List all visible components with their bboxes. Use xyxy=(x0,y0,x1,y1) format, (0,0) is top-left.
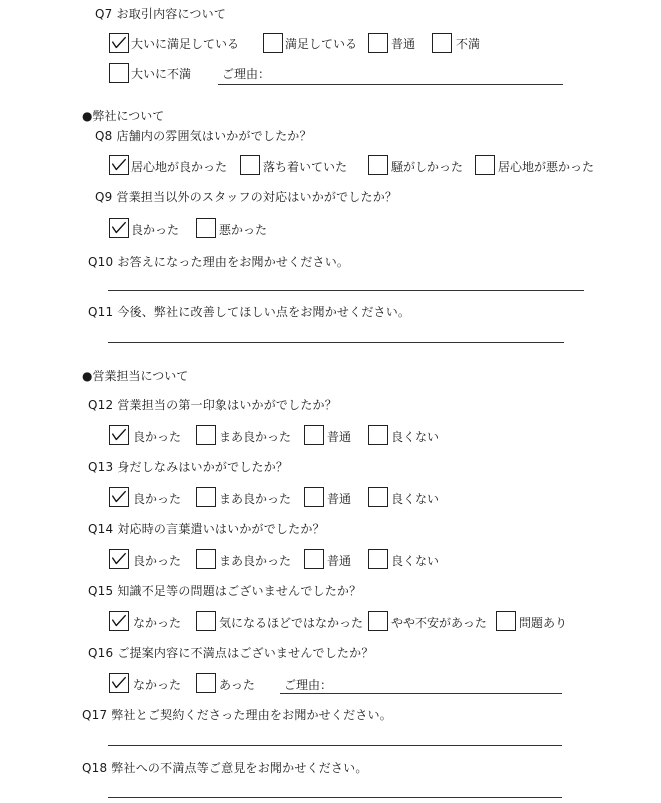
q13-checkbox-2[interactable] xyxy=(196,487,216,507)
q15-checkbox-1[interactable] xyxy=(109,611,129,631)
q7-checkbox-2[interactable] xyxy=(263,33,283,53)
q13-label: Q13 身だしなみはいかがでしたか？ xyxy=(88,460,289,474)
q15-checkbox-2[interactable] xyxy=(196,611,216,631)
check-mark-icon xyxy=(110,219,128,237)
q7-option-3: 普通 xyxy=(391,37,416,51)
check-mark-icon xyxy=(110,550,128,568)
q8-checkbox-4[interactable] xyxy=(475,155,495,175)
q7-option-2: 満足している xyxy=(285,37,358,51)
q7-option-5: 大いに不満 xyxy=(131,67,192,81)
q17-answer-line[interactable] xyxy=(108,745,562,746)
q13-checkbox-4[interactable] xyxy=(368,487,388,507)
check-mark-icon xyxy=(110,612,128,630)
q15-option-1: なかった xyxy=(133,616,182,630)
check-mark-icon xyxy=(110,156,128,174)
q8-option-1: 居心地が良かった xyxy=(131,160,228,174)
q9-checkbox-1[interactable] xyxy=(109,218,129,238)
q8-option-3: 騒がしかった xyxy=(391,160,464,174)
q16-checkbox-1[interactable] xyxy=(109,673,129,693)
q16-reason-label: ご理由： xyxy=(284,678,333,692)
q13-option-4: 良くない xyxy=(391,492,440,506)
q12-option-3: 普通 xyxy=(327,430,352,444)
q14-label: Q14 対応時の言葉遣いはいかがでしたか？ xyxy=(88,522,325,536)
q11-answer-line[interactable] xyxy=(108,342,564,343)
q7-option-4: 不満 xyxy=(456,37,481,51)
q12-checkbox-4[interactable] xyxy=(368,425,388,445)
q14-checkbox-2[interactable] xyxy=(196,549,216,569)
section-sales-title: ●営業担当について xyxy=(82,369,189,383)
q14-checkbox-3[interactable] xyxy=(304,549,324,569)
q17-label: Q17 弊社とご契約くださった理由をお聞かせください。 xyxy=(82,708,392,722)
q8-option-2: 落ち着いていた xyxy=(263,160,348,174)
q15-option-2: 気になるほどではなかった xyxy=(219,616,364,630)
check-mark-icon xyxy=(110,426,128,444)
q12-checkbox-2[interactable] xyxy=(196,425,216,445)
q7-checkbox-1[interactable] xyxy=(109,33,129,53)
q14-option-2: まあ良かった xyxy=(219,554,292,568)
q13-option-2: まあ良かった xyxy=(219,492,292,506)
q8-checkbox-3[interactable] xyxy=(368,155,388,175)
q16-label: Q16 ご提案内容に不満点はございませんでしたか？ xyxy=(88,646,374,660)
q10-label: Q10 お答えになった理由をお聞かせください。 xyxy=(88,255,350,269)
check-mark-icon xyxy=(110,488,128,506)
q11-label: Q11 今後、弊社に改善してほしい点をお聞かせください。 xyxy=(88,305,411,319)
q14-option-3: 普通 xyxy=(327,554,352,568)
q18-answer-line[interactable] xyxy=(108,797,562,798)
q7-option-1: 大いに満足している xyxy=(131,37,240,51)
q12-option-4: 良くない xyxy=(391,430,440,444)
q13-checkbox-1[interactable] xyxy=(109,487,129,507)
q15-checkbox-3[interactable] xyxy=(368,611,388,631)
q9-checkbox-2[interactable] xyxy=(196,218,216,238)
q13-option-1: 良かった xyxy=(133,492,182,506)
section-company-title: ●弊社について xyxy=(82,109,165,123)
q10-answer-line[interactable] xyxy=(108,290,584,291)
q14-option-4: 良くない xyxy=(391,554,440,568)
q16-checkbox-2[interactable] xyxy=(196,673,216,693)
q7-checkbox-4[interactable] xyxy=(432,33,452,53)
q15-option-3: やや不安があった xyxy=(391,616,487,630)
q16-reason-input-line[interactable] xyxy=(280,693,562,694)
q7-checkbox-5[interactable] xyxy=(109,63,129,83)
q13-checkbox-3[interactable] xyxy=(304,487,324,507)
q8-option-4: 居心地が悪かった xyxy=(498,160,595,174)
q15-checkbox-4[interactable] xyxy=(496,611,516,631)
q8-checkbox-2[interactable] xyxy=(240,155,260,175)
q14-checkbox-4[interactable] xyxy=(368,549,388,569)
q15-label: Q15 知識不足等の問題はございませんでしたか？ xyxy=(88,584,362,598)
q12-option-1: 良かった xyxy=(133,430,182,444)
q12-checkbox-3[interactable] xyxy=(304,425,324,445)
q18-label: Q18 弊社への不満点等ご意見をお聞かせください。 xyxy=(82,761,368,775)
q14-checkbox-1[interactable] xyxy=(109,549,129,569)
q12-checkbox-1[interactable] xyxy=(109,425,129,445)
q15-option-4: 問題あり xyxy=(519,616,568,630)
q8-checkbox-1[interactable] xyxy=(109,155,129,175)
q16-option-1: なかった xyxy=(133,678,182,692)
check-mark-icon xyxy=(110,34,128,52)
q16-option-2: あった xyxy=(219,678,255,692)
q9-label: Q9 営業担当以外のスタッフの対応はいかがでしたか？ xyxy=(95,190,398,204)
q8-label: Q8 店舗内の雰囲気はいかがでしたか？ xyxy=(95,129,312,143)
q13-option-3: 普通 xyxy=(327,492,352,506)
q7-reason-input-line[interactable] xyxy=(218,84,563,85)
q12-label: Q12 営業担当の第一印象はいかがでしたか？ xyxy=(88,398,337,412)
q7-checkbox-3[interactable] xyxy=(368,33,388,53)
check-mark-icon xyxy=(110,674,128,692)
q14-option-1: 良かった xyxy=(133,554,182,568)
q7-label: Q7 お取引内容について xyxy=(95,7,227,21)
q7-reason-label: ご理由： xyxy=(222,67,271,81)
q9-option-1: 良かった xyxy=(131,223,180,237)
q9-option-2: 悪かった xyxy=(219,223,268,237)
q12-option-2: まあ良かった xyxy=(219,430,292,444)
